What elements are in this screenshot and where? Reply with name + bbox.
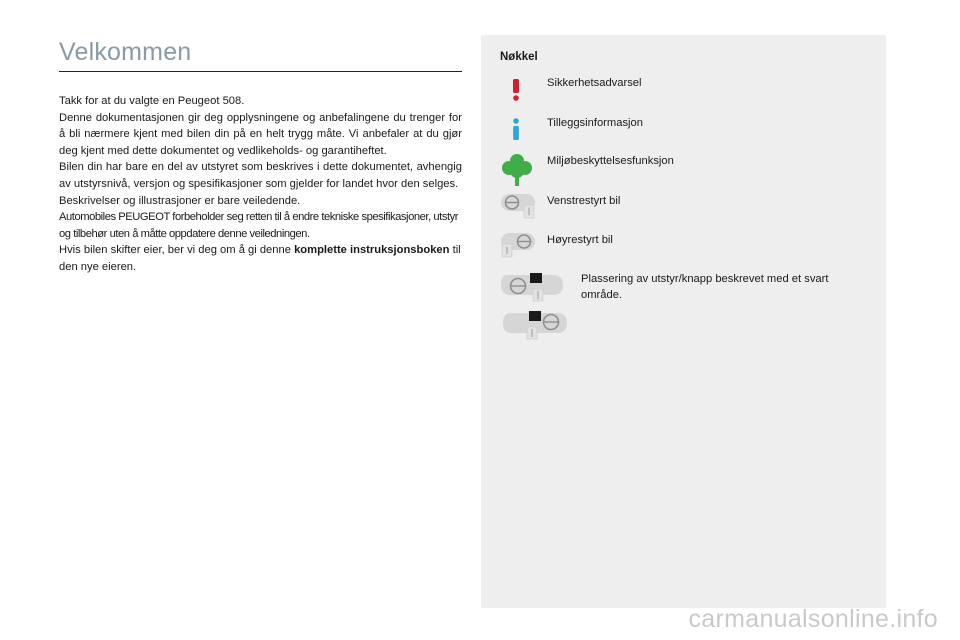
intro-paragraph-6-bold: komplette instruksjonsboken bbox=[294, 244, 450, 257]
key-label-warning: Sikkerhetsadvarsel bbox=[547, 77, 642, 89]
key-label-right-hand-drive: Høyrestyrt bil bbox=[547, 234, 613, 246]
key-label-left-hand-drive: Venstrestyrt bil bbox=[547, 195, 621, 207]
intro-paragraph-6-start: Hvis bilen skifter eier, ber vi deg om å gi denne bbox=[59, 244, 295, 257]
intro-paragraph-1: Takk for at du valgte en Peugeot 508. bbox=[59, 95, 245, 107]
equipment-location-icon bbox=[501, 271, 569, 343]
left-hand-drive-icon bbox=[501, 193, 535, 219]
info-icon bbox=[512, 118, 520, 140]
key-title: Nøkkel bbox=[500, 51, 538, 63]
intro-paragraph-4: Beskrivelser og illustrasjoner er bare veiledende. bbox=[59, 194, 301, 207]
tree-icon bbox=[502, 153, 532, 186]
intro-paragraph-2: Denne dokumentasjonen gir deg opplysningene og anbefalingene du trenger for å bli nærmere kjent med bilen din på en helt trygg måte. Vi anbefaler at du gjør deg kjent med dette dokumentet og vedlikeholds- og garantiheftet. bbox=[59, 111, 462, 157]
key-label-info: Tilleggsinformasjon bbox=[547, 117, 643, 129]
key-label-equipment-location: Plassering av utstyr/knapp beskrevet med et svart område. bbox=[581, 273, 829, 301]
key-label-environment: Miljøbeskyttelsesfunksjon bbox=[547, 155, 674, 167]
title-rule bbox=[59, 71, 462, 72]
intro-paragraph-3: Bilen din har bare en del av utstyret som beskrives i dette dokumentet, avhengig av utstyrsnivå, versjon og spesifikasjoner som gjelder for landet hvor den selges. bbox=[59, 161, 462, 190]
right-hand-drive-icon bbox=[501, 232, 535, 258]
intro-paragraph-6-end: til den nye eieren. bbox=[59, 244, 461, 273]
watermark: carmanualsonline.info bbox=[688, 605, 938, 633]
intro-paragraph-5: Automobiles PEUGEOT forbeholder seg retten til å endre tekniske spesifikasjoner, utstyr og tilbehør uten å måtte oppdatere denne veiledningen. bbox=[59, 211, 459, 240]
key-panel bbox=[481, 35, 886, 608]
page-title: Velkommen bbox=[59, 38, 192, 66]
intro-text bbox=[59, 93, 462, 276]
intro-paragraph-6 bbox=[59, 242, 462, 275]
warning-icon bbox=[511, 79, 521, 101]
